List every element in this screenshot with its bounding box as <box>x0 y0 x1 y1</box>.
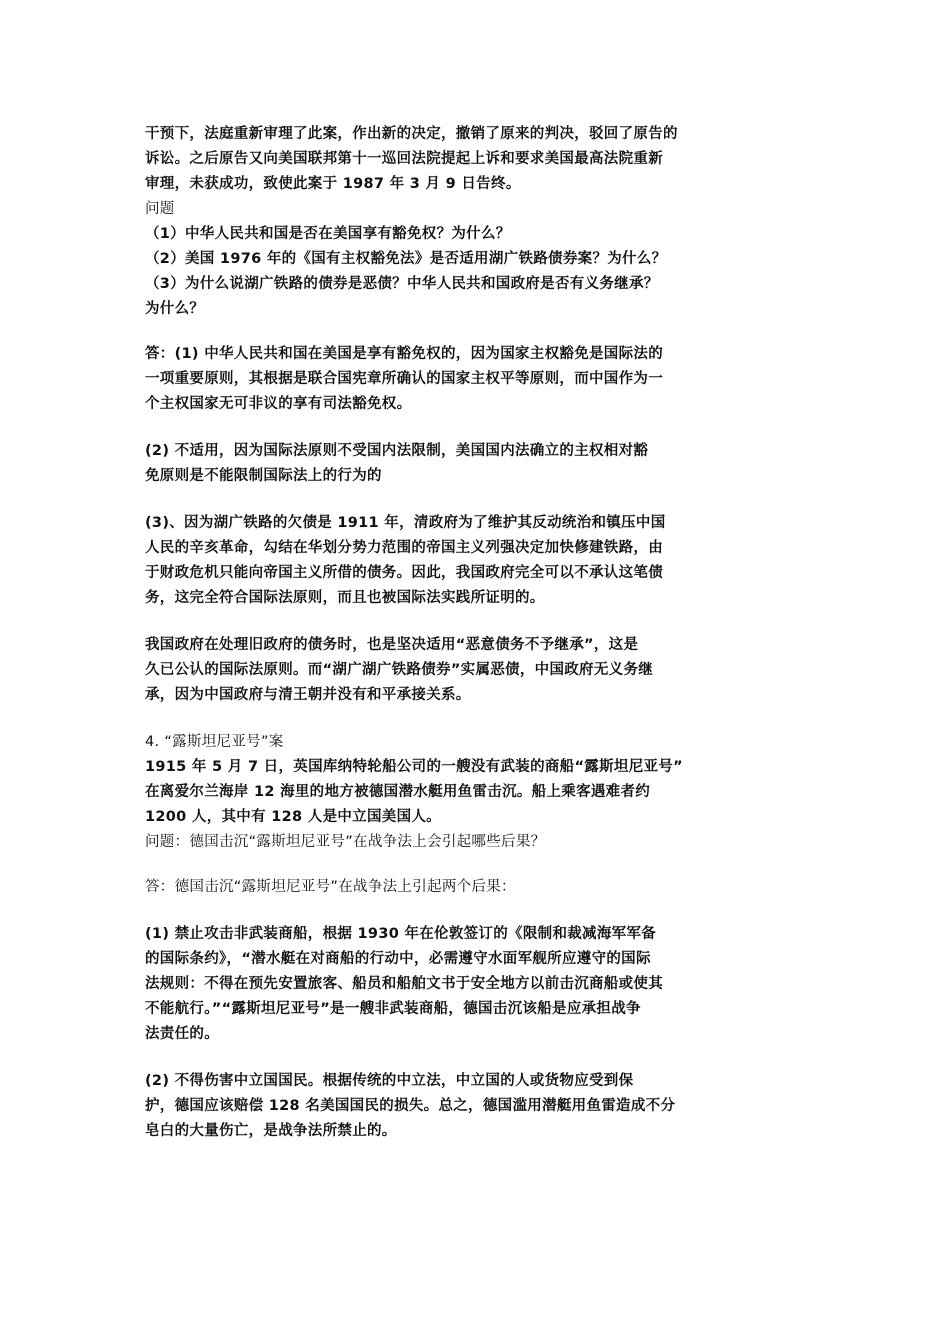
paragraph <box>145 875 813 900</box>
text-line: 我国政府在处理旧政府的债务时，也是坚决适用“恶意债务不予继承”，这是 <box>145 637 639 653</box>
text-line: (3)、因为湖广铁路的欠债是 1911 年，清政府为了维护其反动统治和镇压中国 <box>145 515 666 531</box>
paragraph <box>145 439 813 489</box>
text-line: 4. “露斯坦尼亚号”案 <box>145 734 284 750</box>
text-line: 皂白的大量伤亡，是战争法所禁止的。 <box>145 1123 397 1139</box>
text-line: 承，因为中国政府与清王朝并没有和平承接关系。 <box>145 687 471 703</box>
text-line: (2) 不得伤害中立国国民。根据传统的中立法，中立国的人或货物应受到保 <box>145 1073 634 1089</box>
text-line: (2) 不适用，因为国际法原则不受国内法限制，美国国内法确立的主权相对豁 <box>145 443 649 459</box>
text-line: 个主权国家无可非议的享有司法豁免权。 <box>145 396 412 412</box>
text-line: （1）中华人民共和国是否在美国享有豁免权？为什么？ <box>145 226 511 242</box>
paragraph <box>145 122 813 322</box>
text-line: 1915 年 5 月 7 日，英国库纳特轮船公司的一艘没有武装的商船“露斯坦尼亚号” <box>145 759 683 775</box>
text-line: 不能航行。”“露斯坦尼亚号”是一艘非武装商船，德国击沉该船是应承担战争 <box>145 1001 641 1017</box>
text-line: 法责任的。 <box>145 1026 219 1042</box>
paragraph <box>145 730 813 855</box>
text-line: 问题 <box>145 201 175 217</box>
text-line: 答：德国击沉“露斯坦尼亚号”在战争法上引起两个后果： <box>145 879 516 895</box>
text-line: 免原则是不能限制国际法上的行为的 <box>145 468 382 484</box>
text-line: （2）美国 1976 年的《国有主权豁免法》是否适用湖广铁路债券案？为什么？ <box>145 251 667 267</box>
text-line: 于财政危机只能向帝国主义所借的债务。因此，我国政府完全可以不承认这笔债 <box>145 565 663 581</box>
text-line: 1200 人，其中有 128 人是中立国美国人。 <box>145 809 441 825</box>
text-line: 答：(1) 中华人民共和国在美国是享有豁免权的，因为国家主权豁免是国际法的 <box>145 346 663 362</box>
text-line: 务，这完全符合国际法原则，而且也被国际法实践所证明的。 <box>145 590 545 606</box>
text-line: 问题：德国击沉“露斯坦尼亚号”在战争法上会引起哪些后果？ <box>145 834 546 850</box>
paragraph <box>145 511 813 611</box>
text-line: 一项重要原则，其根据是联合国宪章所确认的国家主权平等原则，而中国作为一 <box>145 371 663 387</box>
text-line: 为什么？ <box>145 301 205 317</box>
paragraph <box>145 1069 813 1144</box>
paragraph <box>145 342 813 417</box>
text-line: 干预下，法庭重新审理了此案，作出新的决定，撤销了原来的判决，驳回了原告的 <box>145 126 678 142</box>
paragraph <box>145 922 813 1047</box>
document-body <box>145 122 813 1144</box>
text-line: 久已公认的国际法原则。而“湖广湖广铁路债券”实属恶债，中国政府无义务继 <box>145 662 654 678</box>
text-line: （3）为什么说湖广铁路的债券是恶债？中华人民共和国政府是否有义务继承？ <box>145 276 659 292</box>
text-line: 审理，未获成功，致使此案于 1987 年 3 月 9 日告终。 <box>145 176 521 192</box>
text-line: 护，德国应该赔偿 128 名美国国民的损失。总之，德国滥用潜艇用鱼雷造成不分 <box>145 1098 676 1114</box>
text-line: 诉讼。之后原告又向美国联邦第十一巡回法院提起上诉和要求美国最高法院重新 <box>145 151 663 167</box>
text-line: 在离爱尔兰海岸 12 海里的地方被德国潜水艇用鱼雷击沉。船上乘客遇难者约 <box>145 784 651 800</box>
text-line: (1) 禁止攻击非武装商船，根据 1930 年在伦敦签订的《限制和裁减海军军备 <box>145 926 657 942</box>
text-line: 人民的辛亥革命，勾结在华划分势力范围的帝国主义列强决定加快修建铁路，由 <box>145 540 663 556</box>
text-line: 法规则：不得在预先安置旅客、船员和船舶文书于安全地方以前击沉商船或使其 <box>145 976 663 992</box>
paragraph <box>145 633 813 708</box>
text-line: 的国际条约》，“潜水艇在对商船的行动中，必需遵守水面军舰所应遵守的国际 <box>145 951 651 967</box>
